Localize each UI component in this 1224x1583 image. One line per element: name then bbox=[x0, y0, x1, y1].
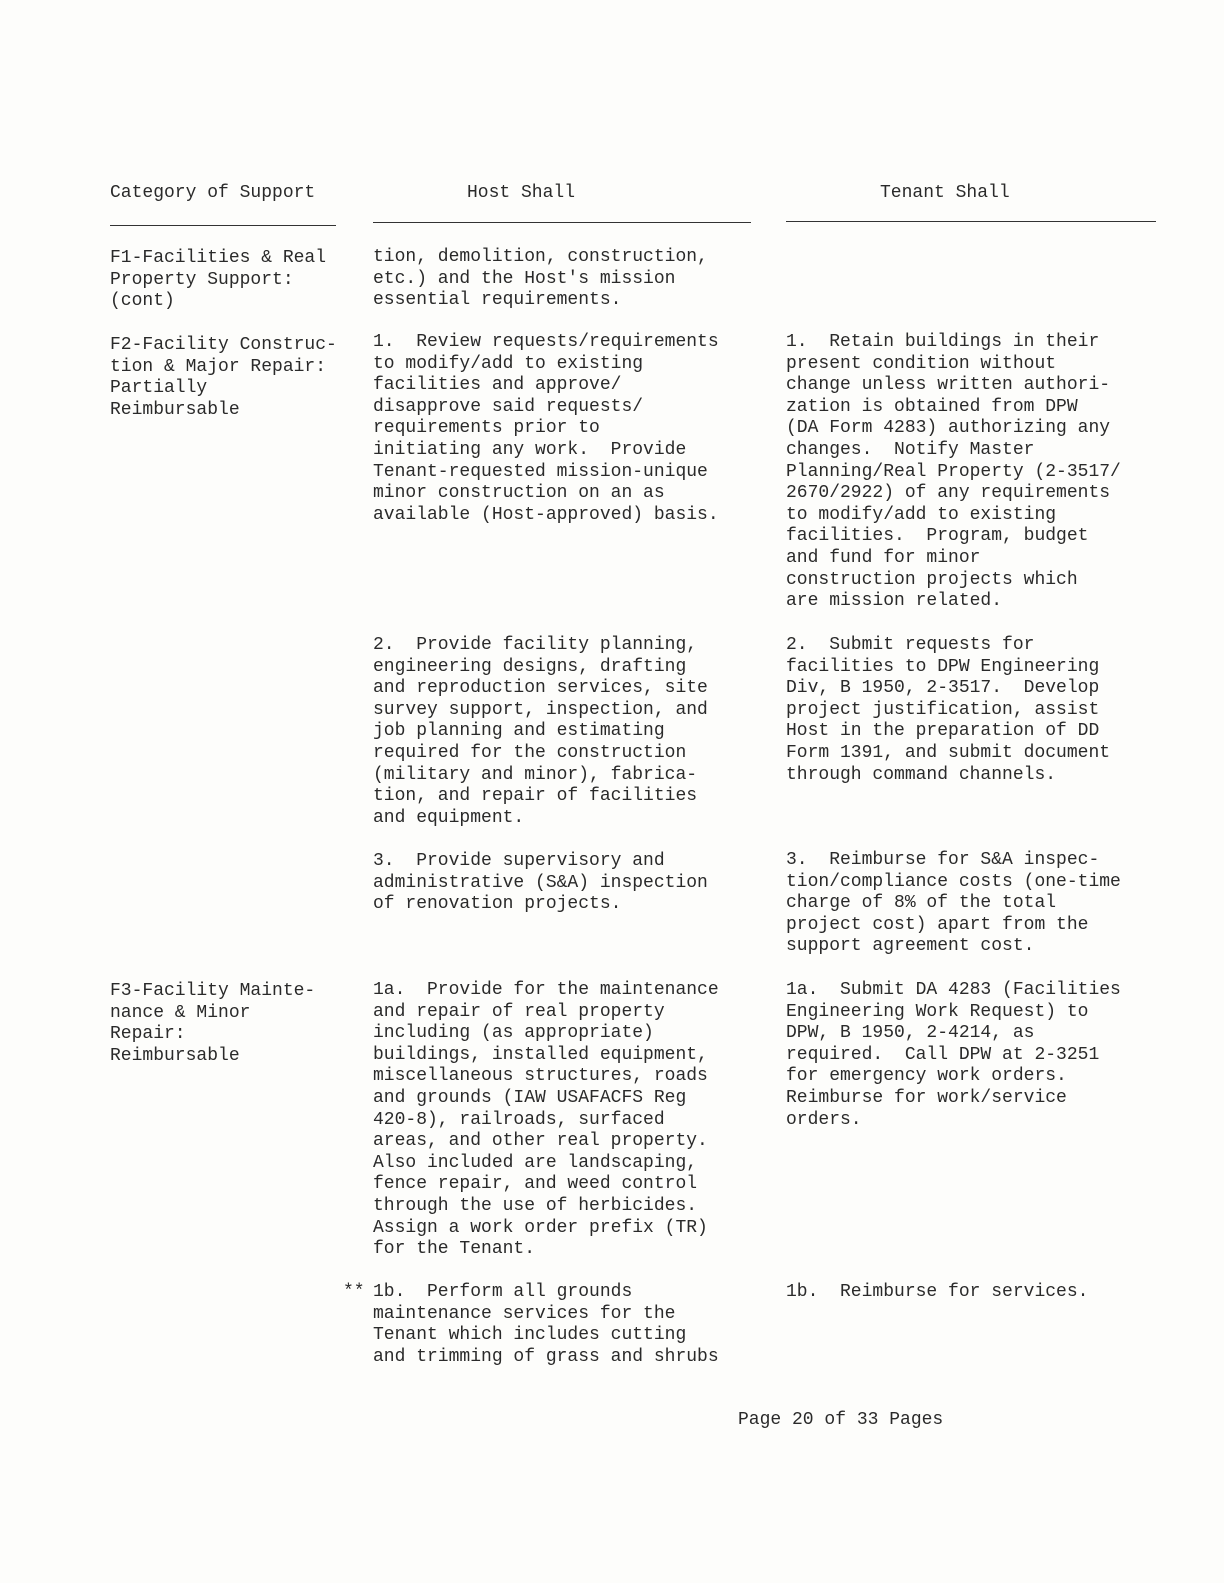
page-number: Page 20 of 33 Pages bbox=[738, 1410, 944, 1430]
header-rule-tenant bbox=[786, 221, 1156, 222]
tenant-f2-item-2: 2. Submit requests for facilities to DPW Engineering Div, B 1950, 2-3517. Develop project justification, assist Host in the preparation of DD Form 1391, and submit document through command channels. bbox=[786, 635, 1111, 785]
header-rule-host bbox=[373, 222, 751, 223]
revision-marker: ** bbox=[343, 1282, 365, 1302]
column-header-category: Category of Support bbox=[110, 183, 316, 203]
host-f2-item-1: 1. Review requests/requirements to modify/add to existing facilities and approve/ disapprove said requests/ requirements prior to initiating any work. Provide Tenant-requested mission-unique minor construction on an as available (Host-approved) basis. bbox=[373, 332, 719, 525]
category-f2: F2-Facility Construc- tion & Major Repair: Partially Reimbursable bbox=[110, 335, 337, 420]
tenant-f3-item-1b: 1b. Reimburse for services. bbox=[786, 1282, 1089, 1302]
tenant-f2-item-1: 1. Retain buildings in their present condition without change unless written authori- zation is obtained from DPW (DA Form 4283) authorizing any changes. Notify Master Planning/Real Property (2-3517/ 2670/2922) of any requirements to modify/add to existing facilities. Program, budget and fund for minor construction projects which are mission related. bbox=[786, 332, 1121, 612]
category-f1: F1-Facilities & Real Property Support: (cont) bbox=[110, 248, 327, 312]
category-f3: F3-Facility Mainte- nance & Minor Repair: Reimbursable bbox=[110, 981, 316, 1066]
tenant-f3-item-1a: 1a. Submit DA 4283 (Facilities Engineering Work Request) to DPW, B 1950, 2-4214, as required. Call DPW at 2-3251 for emergency work orders. Reimburse for work/service orders. bbox=[786, 980, 1121, 1130]
host-f2-item-3: 3. Provide supervisory and administrative (S&A) inspection of renovation projects. bbox=[373, 851, 708, 915]
tenant-f2-item-3: 3. Reimburse for S&A inspec- tion/compliance costs (one-time charge of 8% of the total project cost) apart from the support agreement cost. bbox=[786, 850, 1121, 957]
host-f3-item-1b: 1b. Perform all grounds maintenance services for the Tenant which includes cutting and trimming of grass and shrubs bbox=[373, 1282, 719, 1367]
host-f3-item-1a: 1a. Provide for the maintenance and repair of real property including (as appropriate) buildings, installed equipment, miscellaneous structures, roads and grounds (IAW USAFACFS Reg 420-8), railroads, surfaced areas, and other real property. Also included are landscaping, fence repair, and weed control through the use of herbicides. Assign a work order prefix (TR) for the Tenant. bbox=[373, 980, 719, 1260]
column-header-tenant: Tenant Shall bbox=[880, 183, 1010, 203]
column-header-host: Host Shall bbox=[467, 183, 576, 203]
header-rule-category bbox=[110, 225, 336, 226]
host-f1-continued: tion, demolition, construction, etc.) and the Host's mission essential requirements. bbox=[373, 247, 708, 311]
host-f2-item-2: 2. Provide facility planning, engineering designs, drafting and reproduction services, site survey support, inspection, and job planning and estimating required for the construction (military and minor), fabrica- tion, and repair of facilities and equipment. bbox=[373, 635, 708, 828]
